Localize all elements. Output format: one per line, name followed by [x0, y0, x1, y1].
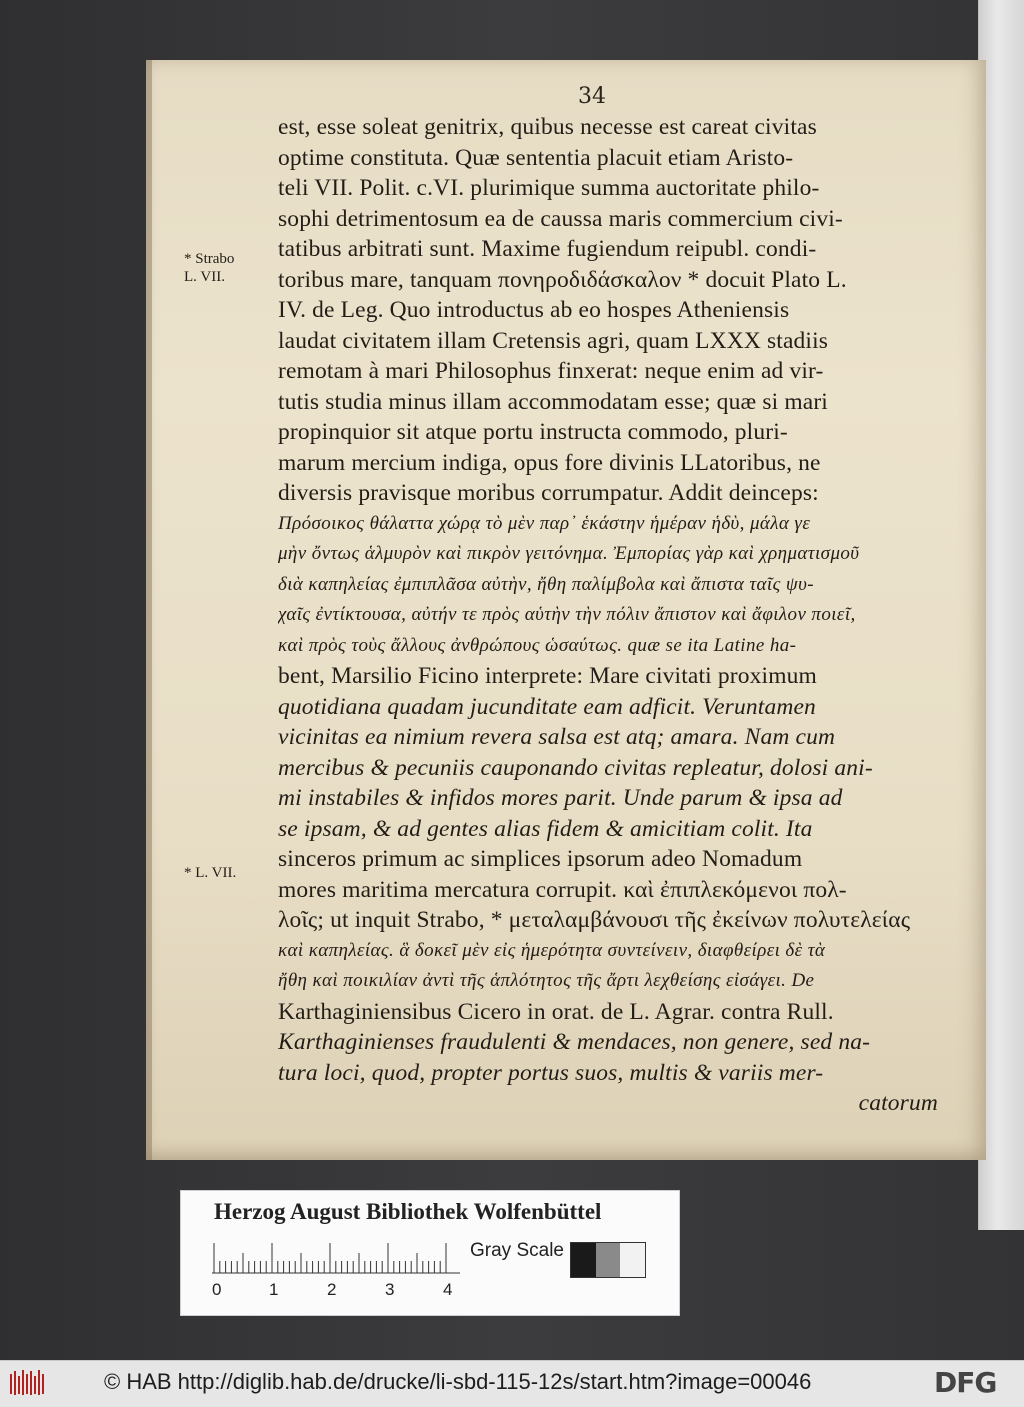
- text-line: καὶ καπηλείας. ἃ δοκεῖ μὲν εἰς ἡμερότητα συντείνειν, διαφθείρει δὲ τὰ: [278, 939, 826, 961]
- text-line: διὰ καπηλείας ἐμπιπλᾶσα αὐτὴν, ἤθη παλίμβολα καὶ ἄπιστα ταῖς ψυ-: [278, 573, 814, 595]
- text-line: quotidiana quadam jucunditate eam adficit. Veruntamen: [278, 693, 816, 720]
- text-line: λοῖς; ut inquit Strabo, * μεταλαμβάνουσι τῆς ἐκείνων πολυτελείας: [278, 907, 911, 933]
- margin-note-book: [184, 864, 236, 882]
- text-line: Πρόσοικος θάλαττα χώρᾳ τὸ μὲν παρ᾽ ἑκάστην ἡμέραν ἡδὺ, μάλα γε: [278, 512, 811, 534]
- text-line: IV. de Leg. Quo introductus ab eo hospes Atheniensis: [278, 297, 790, 323]
- margin-note-strabo: [184, 250, 234, 286]
- gray-patch-dark: [571, 1243, 596, 1277]
- text-line: se ipsam, & ad gentes alias fidem & amicitiam colit. Ita: [278, 815, 813, 842]
- page-binding-edge: [146, 60, 152, 1160]
- ruler-scale: [212, 1242, 460, 1274]
- text-line: diversis pravisque moribus corrumpatur. Addit deinceps:: [278, 480, 819, 506]
- gray-patch-light: [620, 1243, 645, 1277]
- margin-note-line: L. VII.: [184, 269, 225, 285]
- text-line: μὴν ὄντως ἁλμυρὸν καὶ πικρὸν γειτόνημα. Ἐμπορίας γὰρ καὶ χρηματισμοῦ: [278, 543, 860, 564]
- text-line: mores maritima mercatura corrupit. καὶ ἐπιπλεκόμενοι πολ-: [278, 876, 847, 903]
- page-number: 34: [578, 84, 606, 109]
- hab-logo-icon: [8, 1368, 48, 1398]
- text-line: marum mercium indiga, opus fore divinis LLatoribus, ne: [278, 449, 821, 476]
- margin-note-line: * L. VII.: [184, 865, 237, 881]
- text-line: mercibus & pecuniis cauponando civitas repleatur, dolosi ani-: [278, 754, 873, 781]
- ruler-number: 0: [212, 1280, 222, 1299]
- text-line: χαῖς ἐντίκτουσα, αὐτήν τε πρὸς αὑτὴν τὴν πόλιν ἄπιστον καὶ ἄφιλον ποιεῖ,: [278, 604, 856, 625]
- text-line: mi instabiles & infidos mores parit. Unde parum & ipsa ad: [278, 785, 843, 811]
- footer-attribution-link[interactable]: © HAB http://diglib.hab.de/drucke/li-sbd-115-12s/start.htm?image=00046: [104, 1369, 812, 1394]
- text-line: sinceros primum ac simplices ipsorum adeo Nomadum: [278, 846, 803, 872]
- text-line: teli VII. Polit. c.VI. plurimique summa auctoritate philo-: [278, 175, 820, 201]
- text-line: Karthaginiensibus Cicero in orat. de L. Agrar. contra Rull.: [278, 998, 834, 1025]
- text-line: tatibus arbitrati sunt. Maxime fugiendum reipubl. condi-: [278, 236, 817, 262]
- text-line: optime constituta. Quæ sententia placuit etiam Aristo-: [278, 144, 794, 171]
- institution-label: Herzog August Bibliothek Wolfenbüttel: [214, 1199, 602, 1224]
- text-line: toribus mare, tanquam πονηροδιδάσκαλον * docuit Plato L.: [278, 266, 847, 293]
- page-body-text: [278, 112, 938, 1119]
- ruler-number: 3: [385, 1280, 395, 1299]
- text-line: propinquior sit atque portu instructa commodo, pluri-: [278, 419, 788, 445]
- gray-patch-mid: [596, 1243, 621, 1277]
- text-line: tutis studia minus illam accommodatam esse; quæ si mari: [278, 388, 828, 415]
- text-line: est, esse soleat genitrix, quibus necesse est careat civitas: [278, 114, 817, 140]
- margin-note-line: * Strabo: [184, 251, 235, 267]
- gray-scale-label: Gray Scale: [470, 1240, 564, 1261]
- text-line: bent, Marsilio Ficino interprete: Mare civitati proximum: [278, 663, 817, 689]
- text-line: remotam à mari Philosophus finxerat: neque enim ad vir-: [278, 358, 824, 384]
- text-line: sophi detrimentosum ea de caussa maris commercium civi-: [278, 205, 843, 232]
- text-line: tura loci, quod, propter portus suos, multis & variis mer-: [278, 1059, 824, 1086]
- text-line: catorum: [858, 1090, 938, 1116]
- text-line: vicinitas ea nimium revera salsa est atq; amara. Nam cum: [278, 724, 836, 750]
- text-line: ἤθη καὶ ποικιλίαν ἀντὶ τῆς ἁπλότητος τῆς ἄρτι λεχθείσης εἰσάγει. De: [278, 970, 815, 991]
- text-line: Karthaginienses fraudulenti & mendaces, non genere, sed na-: [278, 1029, 871, 1055]
- ruler-number: 1: [269, 1280, 279, 1299]
- gray-scale-patches: [570, 1242, 646, 1278]
- ruler-number: 4: [443, 1280, 453, 1299]
- text-line: laudat civitatem illam Cretensis agri, quam LXXX stadiis: [278, 327, 829, 354]
- text-line: καὶ πρὸς τοὺς ἄλλους ἀνθρώπους ὡσαύτως. quæ se ita Latine ha-: [278, 634, 797, 656]
- ruler-number: 2: [327, 1280, 337, 1299]
- dfg-logo: DFG: [934, 1366, 997, 1399]
